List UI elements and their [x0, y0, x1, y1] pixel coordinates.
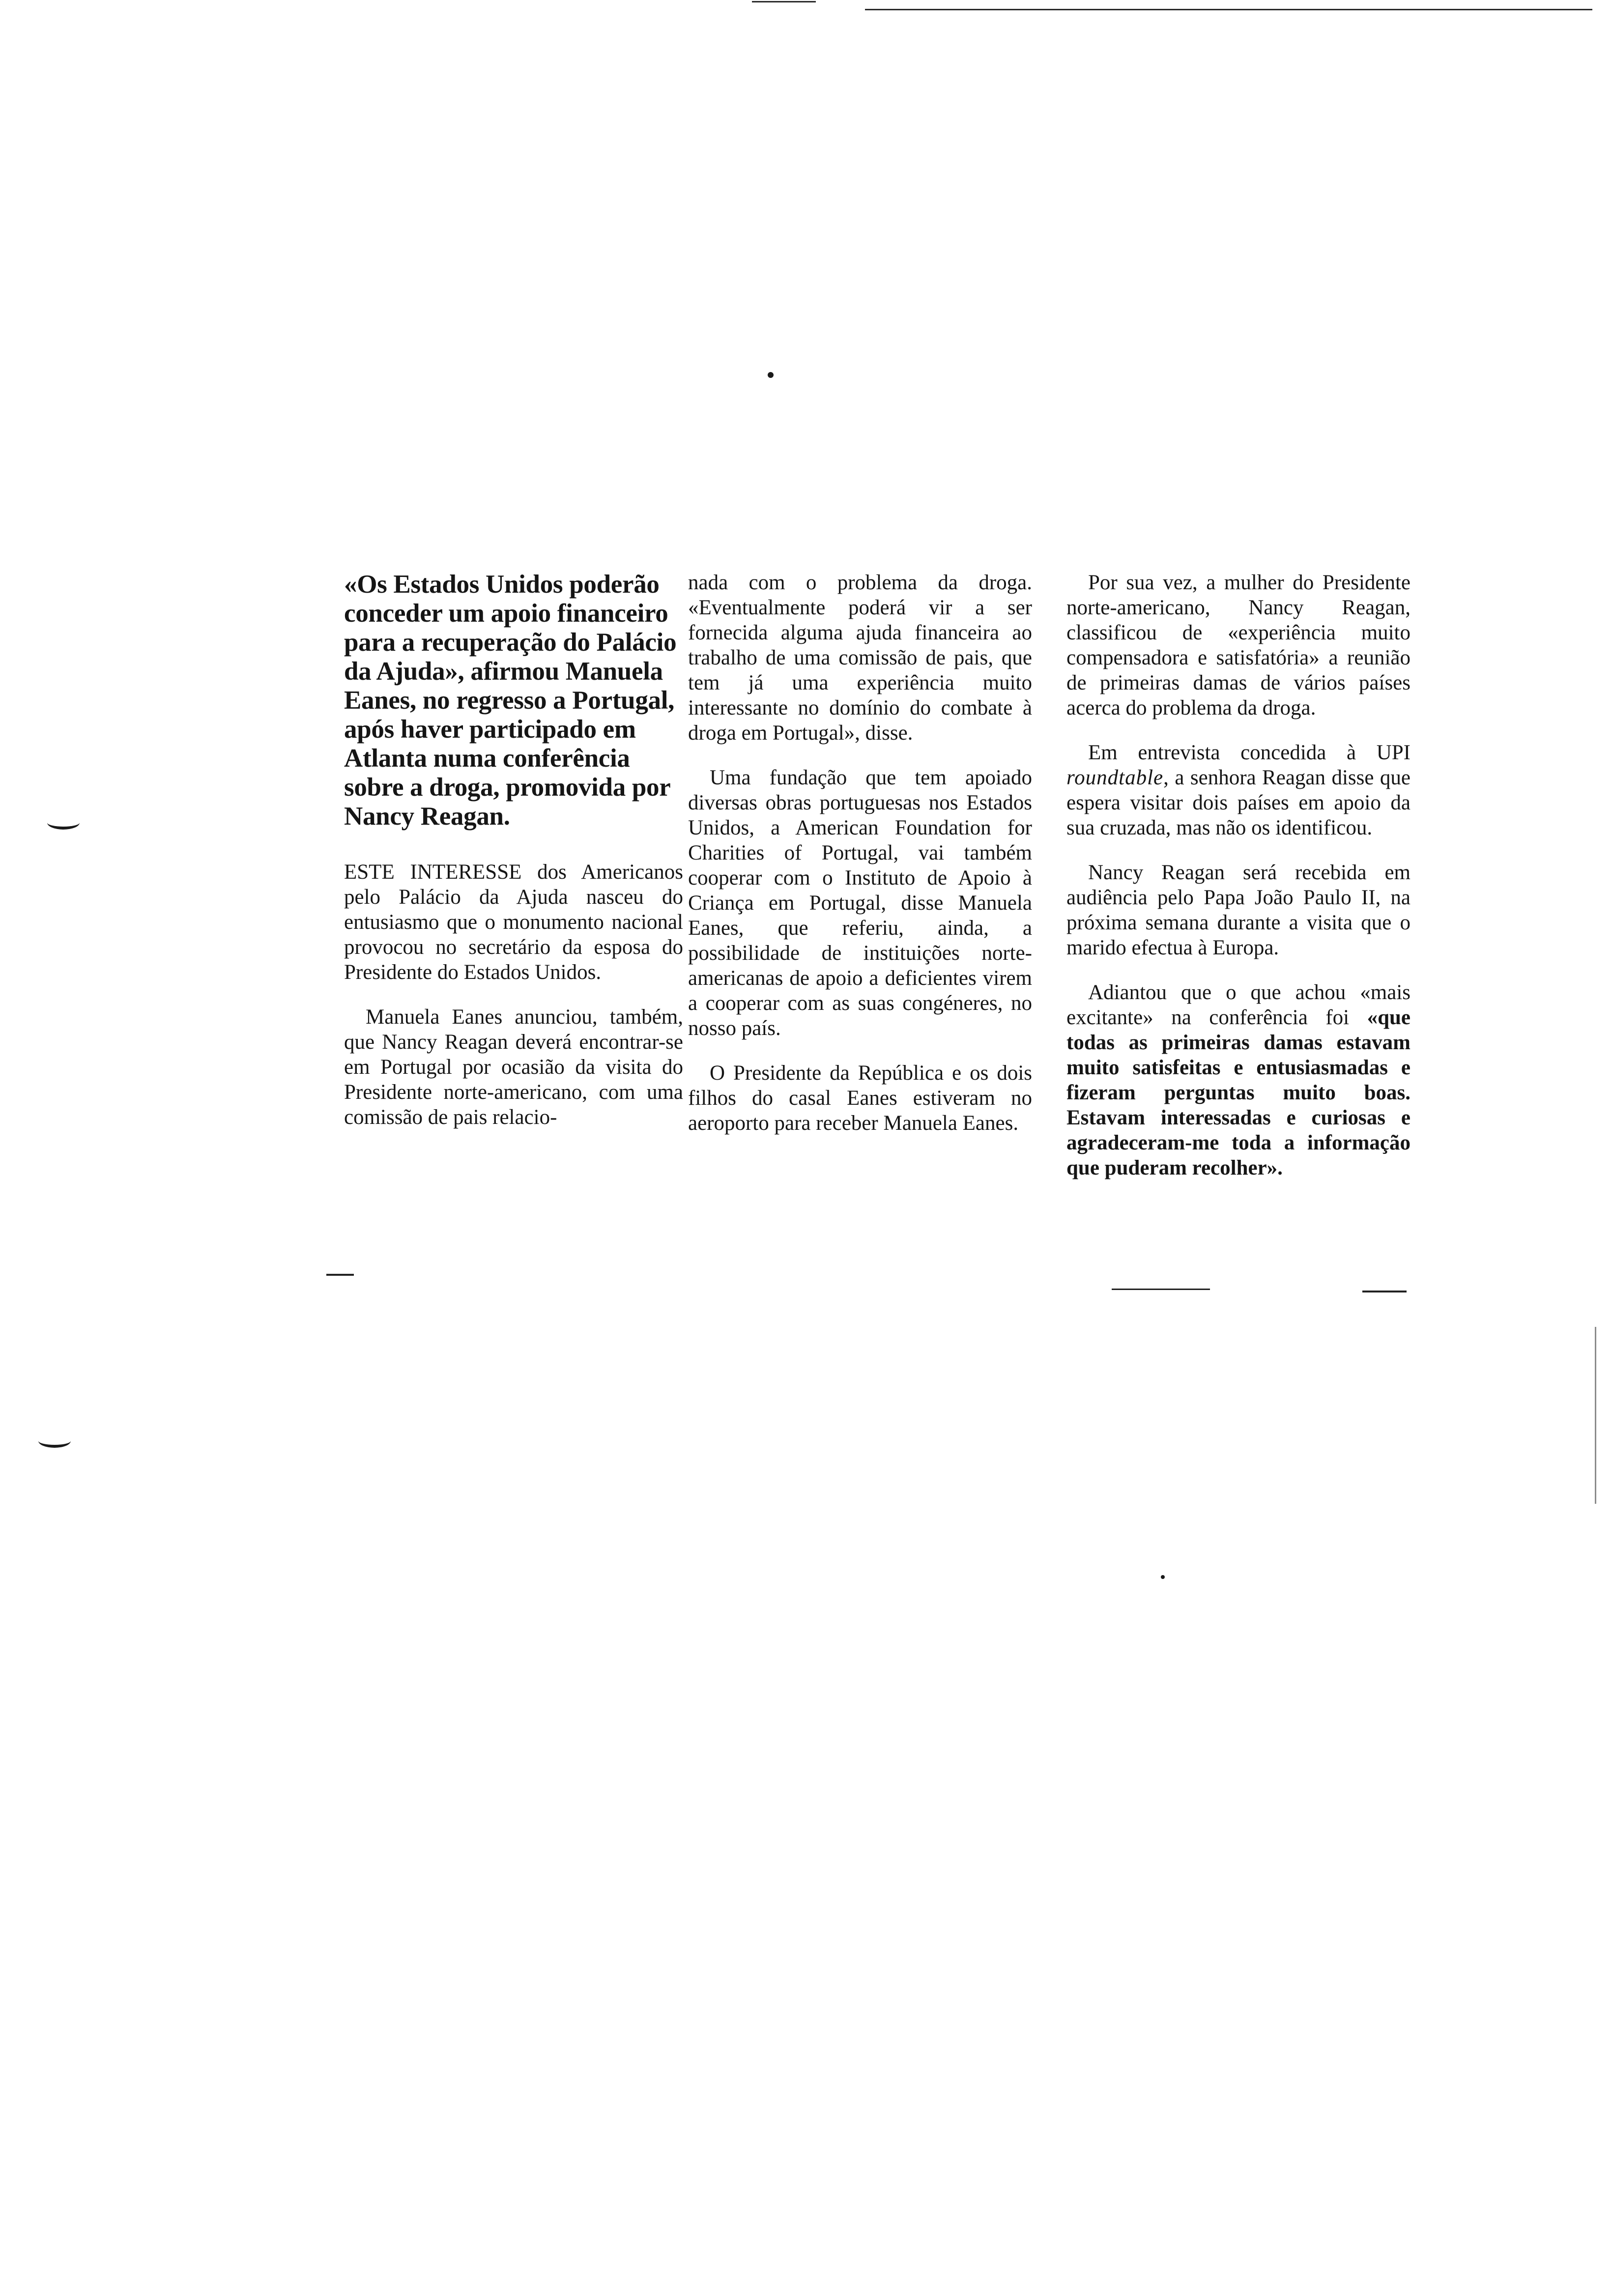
article-headline: «Os Estados Unidos poderão conceder um apoio financeiro para a recuperação do Palácio da Ajuda», afirmou Manuela Eanes, no regresso a Portugal, após haver participado em Atlanta numa conferência sobre a droga, promovida por Nancy Reagan.	[344, 570, 677, 831]
column-end-rule	[1362, 1291, 1407, 1292]
article-paragraph: O Presidente da República e os dois filhos do casal Eanes estiveram no aeroporto para receber Manuela Eanes.	[688, 1062, 1032, 1135]
scan-edge-line	[865, 9, 1592, 10]
article-paragraph: nada com o problema da droga. «Eventualmente poderá vir a ser fornecida alguma ajuda financeira ao trabalho de uma comissão de pais, que tem já uma experiência muito interessante no domínio do combate à droga em Portugal», disse.	[688, 571, 1032, 745]
scan-dot	[1161, 1575, 1165, 1579]
scan-edge-line	[752, 1, 816, 2]
article-paragraph: Manuela Eanes anunciou, também, que Nancy Reagan deverá encontrar-se em Portugal por ocasião da visita do Presidente norte-americano, com uma comissão de pais relacio-	[344, 1005, 683, 1129]
paragraph-text: Em entrevista concedida à UPI	[1088, 741, 1410, 764]
article-column-3	[1066, 570, 1410, 1200]
article-paragraph	[1066, 980, 1410, 1180]
scan-dot	[768, 372, 774, 378]
paragraph-text: Adiantou que o que achou «mais excitante» na conferência foi	[1066, 981, 1410, 1029]
article-paragraph: Uma fundação que tem apoiado diversas obras portuguesas nos Estados Unidos, a American Foundation for Charities of Portugal, vai também cooperar com o Instituto de Apoio à Criança em Portugal, disse Manuela Eanes, que referiu, ainda, a possibilidade de instituições norte-americanas de apoio a deficientes virem a cooperar com as suas congéneres, no nosso país.	[688, 766, 1032, 1040]
hole-punch-mark	[38, 1434, 71, 1448]
column-end-rule	[326, 1274, 354, 1276]
bold-quote: «que todas as primeiras damas estavam muito satisfeitas e entusiasmadas e fizeram perguntas muito boas. Estavam interessadas e curiosas e agradeceram-me toda a informação que puderam recolher».	[1066, 1006, 1410, 1179]
article-column-2	[688, 570, 1032, 1155]
hole-punch-mark	[47, 816, 80, 830]
scan-edge-line	[1595, 1327, 1596, 1504]
paragraph-text: , a senhora Reagan disse que espera visitar dois países em apoio da sua cruzada, mas não os identificou.	[1066, 766, 1410, 839]
article-paragraph: Nancy Reagan será recebida em audiência pelo Papa João Paulo II, na próxima semana durante a visita que o marido efectua à Europa.	[1066, 861, 1410, 959]
column-end-rule	[1112, 1289, 1210, 1290]
italic-term: roundtable	[1066, 766, 1164, 789]
article-paragraph	[1066, 740, 1410, 840]
article-column-1	[344, 570, 683, 1149]
article-paragraph: Por sua vez, a mulher do Presidente norte-americano, Nancy Reagan, classificou de «experiência muito compensadora e satisfatória» a reunião de primeiras damas de vários países acerca do problema da droga.	[1066, 571, 1410, 719]
article-paragraph: ESTE INTERESSE dos Americanos pelo Palácio da Ajuda nasceu do entusiasmo que o monumento nacional provocou no secretário da esposa do Presidente do Estados Unidos.	[344, 861, 683, 984]
